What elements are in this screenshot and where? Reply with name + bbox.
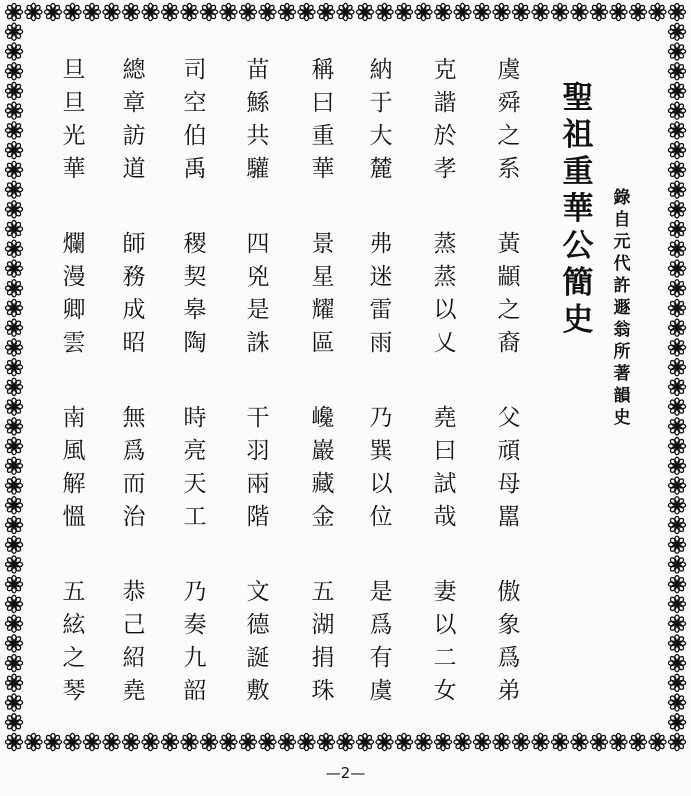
flower-ornament xyxy=(551,3,568,20)
flower-ornament xyxy=(454,733,471,750)
flower-ornament xyxy=(668,3,685,20)
flower-ornament xyxy=(239,3,256,20)
flower-ornament xyxy=(532,3,549,20)
flower-ornament xyxy=(5,181,22,198)
flower-ornament xyxy=(64,3,81,20)
flower-ornament xyxy=(5,280,22,297)
flower-ornament xyxy=(220,733,237,750)
flower-ornament xyxy=(103,733,120,750)
flower-ornament xyxy=(5,733,22,750)
flower-ornament xyxy=(668,122,685,139)
subtitle-char: 錄 xyxy=(613,188,631,208)
subtitle-char: 許 xyxy=(613,276,631,296)
flower-ornament xyxy=(220,3,237,20)
flower-ornament xyxy=(668,477,685,494)
flower-ornament xyxy=(610,733,627,750)
flower-ornament xyxy=(668,142,685,159)
flower-ornament xyxy=(83,3,100,20)
flower-ornament xyxy=(5,161,22,178)
flower-ornament xyxy=(668,437,685,454)
title-char: 聖 xyxy=(562,80,594,116)
flower-ornament xyxy=(142,3,159,20)
flower-ornament xyxy=(668,220,685,237)
verse-line: 克 諧 於 孝 xyxy=(433,57,457,182)
title-char: 重 xyxy=(562,154,594,190)
flower-ornament xyxy=(200,733,217,750)
flower-ornament xyxy=(317,3,334,20)
flower-ornament xyxy=(181,733,198,750)
flower-ornament xyxy=(122,3,139,20)
flower-ornament xyxy=(278,733,295,750)
flower-ornament xyxy=(5,694,22,711)
page-title xyxy=(558,80,598,339)
verse-line: 旦 旦 光 華 xyxy=(62,57,86,182)
flower-ornament xyxy=(668,43,685,60)
flower-ornament xyxy=(590,3,607,20)
flower-ornament xyxy=(512,733,529,750)
flower-ornament xyxy=(5,3,22,20)
verse-line: 父 頑 母 嚚 xyxy=(497,405,521,530)
flower-ornament xyxy=(668,240,685,257)
verse-line: 稷 契 皋 陶 xyxy=(183,231,207,356)
flower-ornament xyxy=(5,43,22,60)
flower-ornament xyxy=(376,733,393,750)
flower-ornament xyxy=(610,3,627,20)
flower-ornament xyxy=(5,556,22,573)
poem-content xyxy=(54,52,634,724)
flower-ornament xyxy=(5,378,22,395)
flower-ornament xyxy=(5,457,22,474)
flower-ornament xyxy=(668,378,685,395)
flower-ornament xyxy=(415,733,432,750)
flower-ornament xyxy=(5,23,22,40)
flower-ornament xyxy=(668,398,685,415)
flower-ornament xyxy=(668,102,685,119)
flower-ornament xyxy=(5,615,22,632)
verse-line: 師 務 成 昭 xyxy=(122,231,146,356)
flower-ornament xyxy=(668,457,685,474)
verse-line: 時 亮 天 工 xyxy=(183,405,207,530)
verse-line: 苗 鯀 共 驩 xyxy=(246,57,270,182)
flower-ornament xyxy=(298,733,315,750)
flower-ornament xyxy=(512,3,529,20)
verse-line: 爛 漫 卿 雲 xyxy=(62,231,86,356)
flower-ornament xyxy=(668,63,685,80)
flower-ornament xyxy=(668,733,685,750)
flower-ornament xyxy=(25,733,42,750)
flower-ornament xyxy=(5,674,22,691)
flower-ornament xyxy=(5,220,22,237)
verse-line: 是 爲 有 虞 xyxy=(369,579,393,704)
title-char: 華 xyxy=(562,191,594,227)
flower-ornament xyxy=(298,3,315,20)
verse-line: 文 德 誕 敷 xyxy=(246,579,270,704)
verse-line: 無 爲 而 治 xyxy=(122,405,146,530)
flower-ornament xyxy=(668,674,685,691)
flower-ornament xyxy=(590,733,607,750)
flower-ornament xyxy=(5,122,22,139)
flower-ornament xyxy=(668,536,685,553)
verse-line: 景 星 耀 區 xyxy=(311,231,335,356)
flower-ornament xyxy=(415,3,432,20)
flower-ornament xyxy=(5,437,22,454)
flower-ornament xyxy=(5,398,22,415)
flower-ornament xyxy=(571,3,588,20)
flower-ornament xyxy=(668,339,685,356)
flower-ornament xyxy=(668,516,685,533)
flower-ornament xyxy=(668,694,685,711)
flower-ornament xyxy=(5,359,22,376)
flower-ornament xyxy=(239,733,256,750)
flower-ornament xyxy=(551,733,568,750)
verse-line: 恭 己 紹 堯 xyxy=(122,579,146,704)
subtitle-char: 所 xyxy=(613,342,631,362)
title-char: 公 xyxy=(562,228,594,264)
subtitle-char: 遯 xyxy=(613,298,631,318)
subtitle xyxy=(610,187,634,429)
flower-ornament xyxy=(317,733,334,750)
flower-ornament xyxy=(668,714,685,731)
verse-line: 乃 奏 九 韶 xyxy=(183,579,207,704)
flower-ornament xyxy=(122,733,139,750)
flower-ornament xyxy=(668,497,685,514)
flower-ornament xyxy=(44,3,61,20)
flower-ornament xyxy=(668,576,685,593)
flower-ornament xyxy=(5,516,22,533)
flower-ornament xyxy=(5,299,22,316)
flower-ornament xyxy=(668,82,685,99)
verse-line: 司 空 伯 禹 xyxy=(183,57,207,182)
flower-ornament xyxy=(259,733,276,750)
flower-ornament xyxy=(5,635,22,652)
flower-ornament xyxy=(649,733,666,750)
verse-line: 乃 巽 以 位 xyxy=(369,405,393,530)
title-char: 史 xyxy=(562,302,594,338)
flower-ornament xyxy=(356,3,373,20)
flower-ornament xyxy=(395,3,412,20)
flower-ornament xyxy=(142,733,159,750)
flower-ornament xyxy=(64,733,81,750)
flower-ornament xyxy=(493,733,510,750)
flower-ornament xyxy=(668,299,685,316)
page-number: —2— xyxy=(325,764,366,782)
flower-ornament xyxy=(668,556,685,573)
flower-ornament xyxy=(5,319,22,336)
flower-ornament xyxy=(44,733,61,750)
flower-ornament xyxy=(571,733,588,750)
flower-ornament xyxy=(83,733,100,750)
flower-ornament xyxy=(668,595,685,612)
flower-ornament xyxy=(5,595,22,612)
flower-ornament xyxy=(434,3,451,20)
flower-ornament xyxy=(434,733,451,750)
verse-line: 納 于 大 麓 xyxy=(369,57,393,182)
flower-ornament xyxy=(668,418,685,435)
verse-line: 巉 巖 藏 金 xyxy=(311,405,335,530)
flower-ornament xyxy=(473,3,490,20)
verse-line: 黃 顓 之 裔 xyxy=(497,231,521,356)
flower-ornament xyxy=(161,733,178,750)
flower-ornament xyxy=(668,161,685,178)
flower-ornament xyxy=(5,63,22,80)
subtitle-char: 代 xyxy=(613,254,631,274)
flower-ornament xyxy=(5,576,22,593)
flower-ornament xyxy=(5,477,22,494)
flower-ornament xyxy=(200,3,217,20)
flower-ornament xyxy=(25,3,42,20)
verse-line: 妻 以 二 女 xyxy=(433,579,457,704)
subtitle-char: 自 xyxy=(613,210,631,230)
flower-ornament xyxy=(395,733,412,750)
flower-ornament xyxy=(473,733,490,750)
verse-line: 五 絃 之 琴 xyxy=(62,579,86,704)
flower-ornament xyxy=(668,280,685,297)
verse-line: 蒸 蒸 以 乂 xyxy=(433,231,457,356)
flower-ornament xyxy=(5,714,22,731)
verse-line: 四 兇 是 誅 xyxy=(246,231,270,356)
flower-ornament xyxy=(668,201,685,218)
verse-line: 堯 曰 試 哉 xyxy=(433,405,457,530)
flower-ornament xyxy=(5,497,22,514)
flower-ornament xyxy=(532,733,549,750)
flower-ornament xyxy=(103,3,120,20)
flower-ornament xyxy=(5,339,22,356)
flower-ornament xyxy=(454,3,471,20)
flower-ornament xyxy=(5,536,22,553)
flower-ornament xyxy=(668,181,685,198)
flower-ornament xyxy=(5,201,22,218)
flower-ornament xyxy=(668,359,685,376)
flower-ornament xyxy=(5,654,22,671)
flower-ornament xyxy=(5,240,22,257)
flower-ornament xyxy=(337,733,354,750)
verse-line: 總 章 訪 道 xyxy=(122,57,146,182)
flower-ornament xyxy=(629,3,646,20)
subtitle-char: 著 xyxy=(613,364,631,384)
flower-ornament xyxy=(493,3,510,20)
verse-line: 稱 曰 重 華 xyxy=(311,57,335,182)
verse-line: 弗 迷 雷 雨 xyxy=(369,231,393,356)
flower-ornament xyxy=(356,733,373,750)
verse-line: 傲 象 爲 弟 xyxy=(497,579,521,704)
flower-ornament xyxy=(5,142,22,159)
subtitle-char: 翁 xyxy=(613,320,631,340)
flower-ornament xyxy=(668,654,685,671)
title-char: 簡 xyxy=(562,265,594,301)
flower-ornament xyxy=(629,733,646,750)
subtitle-char: 元 xyxy=(613,232,631,252)
verse-line: 五 湖 捐 珠 xyxy=(311,579,335,704)
title-char: 祖 xyxy=(562,117,594,153)
verse-line: 南 風 解 慍 xyxy=(62,405,86,530)
subtitle-char: 韻 xyxy=(613,386,631,406)
flower-ornament xyxy=(337,3,354,20)
flower-ornament xyxy=(161,3,178,20)
verse-line: 干 羽 兩 階 xyxy=(246,405,270,530)
flower-ornament xyxy=(259,3,276,20)
subtitle-char: 史 xyxy=(613,408,631,428)
flower-ornament xyxy=(5,102,22,119)
flower-ornament xyxy=(668,319,685,336)
flower-ornament xyxy=(668,260,685,277)
flower-ornament xyxy=(376,3,393,20)
verse-line: 虞 舜 之 系 xyxy=(497,57,521,182)
flower-ornament xyxy=(5,418,22,435)
flower-ornament xyxy=(181,3,198,20)
flower-ornament xyxy=(668,615,685,632)
flower-ornament xyxy=(668,23,685,40)
flower-ornament xyxy=(5,82,22,99)
flower-ornament xyxy=(5,260,22,277)
flower-ornament xyxy=(278,3,295,20)
flower-ornament xyxy=(649,3,666,20)
flower-ornament xyxy=(668,635,685,652)
